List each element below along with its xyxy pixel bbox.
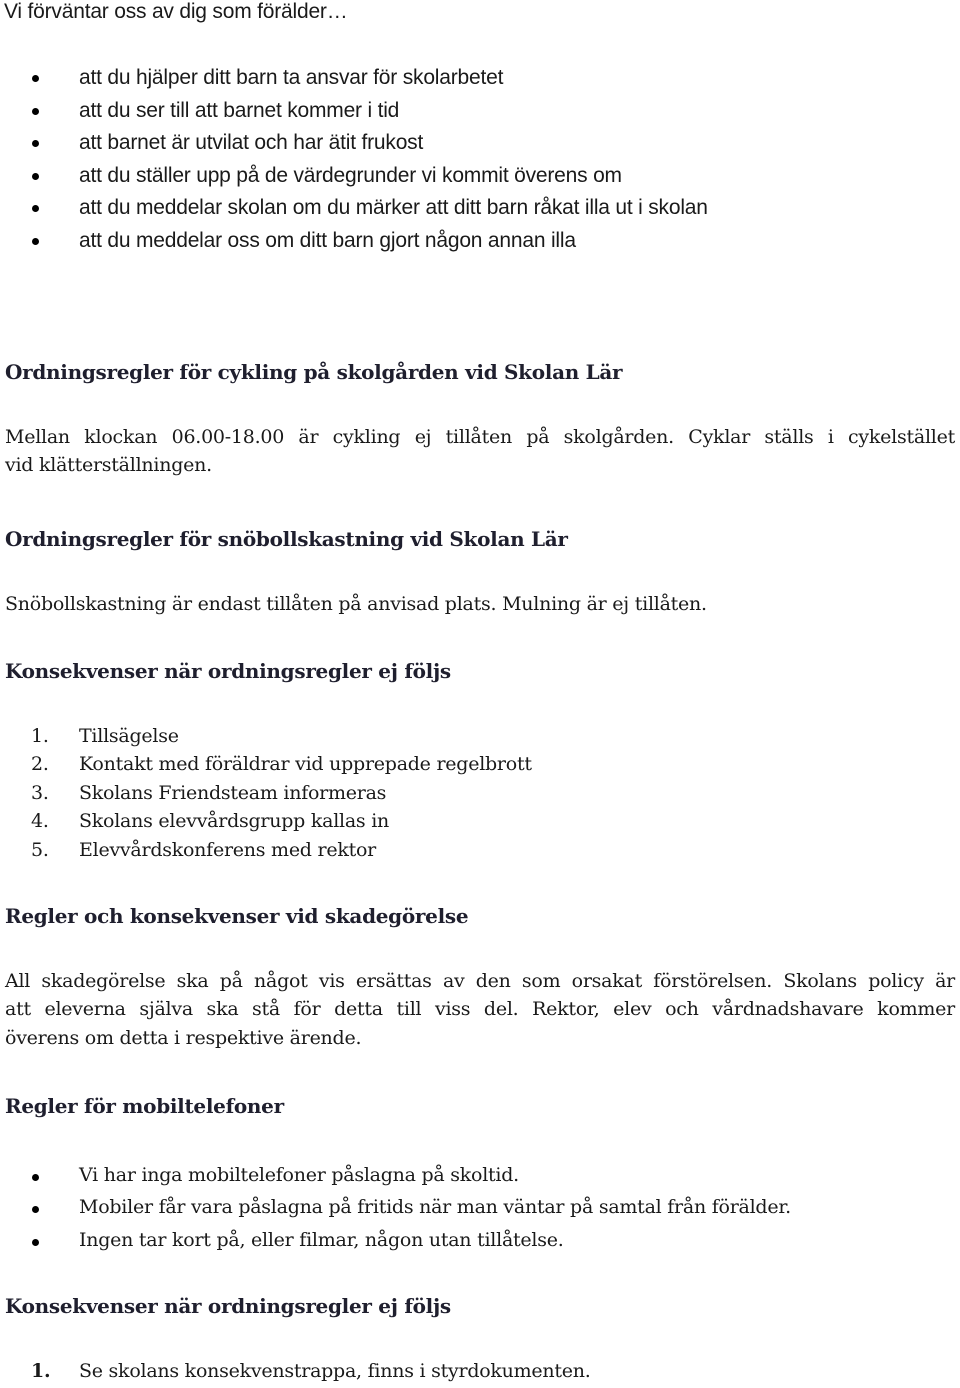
list-item-text: att du meddelar skolan om du märker att ditt barn råkat illa ut i skolan — [79, 196, 708, 219]
list-item-text: att du meddelar oss om ditt barn gjort någon annan illa — [79, 229, 576, 252]
damage-text-line: att eleverna själva ska stå för detta till viss del. Rektor, elev och vårdnadshavare kommer — [5, 998, 955, 1020]
intro-heading: Vi förväntar oss av dig som förälder… — [4, 0, 348, 23]
bullet-icon — [32, 140, 39, 147]
list-item-text: att du ser till att barnet kommer i tid — [79, 99, 400, 122]
snowball-text: Snöbollskastning är endast tillåten på anvisad plats. Mulning är ej tillåten. — [5, 593, 707, 615]
bullet-icon — [32, 205, 39, 212]
bullet-icon — [32, 1239, 39, 1246]
damage-text-line: All skadegörelse ska på något vis ersättas av den som orsakat förstörelsen. Skolans policy är — [5, 970, 955, 992]
list-item-number: 1. — [31, 1360, 51, 1382]
consequences-heading: Konsekvenser när ordningsregler ej följs — [5, 659, 451, 683]
list-item-text: Kontakt med föräldrar vid upprepade regelbrott — [79, 753, 532, 775]
list-item-text: Mobiler får vara påslagna på fritids när man väntar på samtal från förälder. — [79, 1196, 791, 1218]
list-item-text: att barnet är utvilat och har ätit frukost — [79, 131, 424, 154]
list-item-number: 4. — [31, 810, 49, 832]
bullet-icon — [32, 238, 39, 245]
list-item-number: 1. — [31, 725, 49, 747]
damage-heading: Regler och konsekvenser vid skadegörelse — [5, 904, 469, 928]
bullet-icon — [32, 1206, 39, 1213]
snowball-heading: Ordningsregler för snöbollskastning vid Skolan Lär — [5, 527, 568, 551]
cycling-text-line: vid klätterställningen. — [5, 454, 212, 476]
bullet-icon — [32, 173, 39, 180]
list-item-text: Se skolans konsekvenstrappa, finns i styrdokumenten. — [79, 1360, 591, 1382]
list-item-number: 5. — [31, 839, 49, 861]
list-item-text: Vi har inga mobiltelefoner påslagna på skoltid. — [79, 1164, 519, 1186]
cycling-text-line: Mellan klockan 06.00-18.00 är cykling ej tillåten på skolgården. Cyklar ställs i cykelstället — [5, 426, 955, 448]
list-item-text: Skolans elevvårdsgrupp kallas in — [79, 810, 390, 832]
list-item-text: att du ställer upp på de värdegrunder vi kommit överens om — [79, 164, 622, 187]
list-item-text: att du hjälper ditt barn ta ansvar för skolarbetet — [79, 66, 504, 89]
consequences-heading: Konsekvenser när ordningsregler ej följs — [5, 1294, 451, 1318]
bullet-icon — [32, 108, 39, 115]
list-item-number: 2. — [31, 753, 49, 775]
list-item-number: 3. — [31, 782, 49, 804]
cycling-heading: Ordningsregler för cykling på skolgården vid Skolan Lär — [5, 360, 623, 384]
mobile-heading: Regler för mobiltelefoner — [5, 1094, 284, 1118]
list-item-text: Skolans Friendsteam informeras — [79, 782, 387, 804]
list-item-text: Elevvårdskonferens med rektor — [79, 839, 377, 861]
list-item-text: Ingen tar kort på, eller filmar, någon utan tillåtelse. — [79, 1229, 564, 1251]
list-item-text: Tillsägelse — [79, 725, 179, 747]
damage-text-line: överens om detta i respektive ärende. — [5, 1027, 362, 1049]
bullet-icon — [32, 75, 39, 82]
bullet-icon — [32, 1174, 39, 1181]
